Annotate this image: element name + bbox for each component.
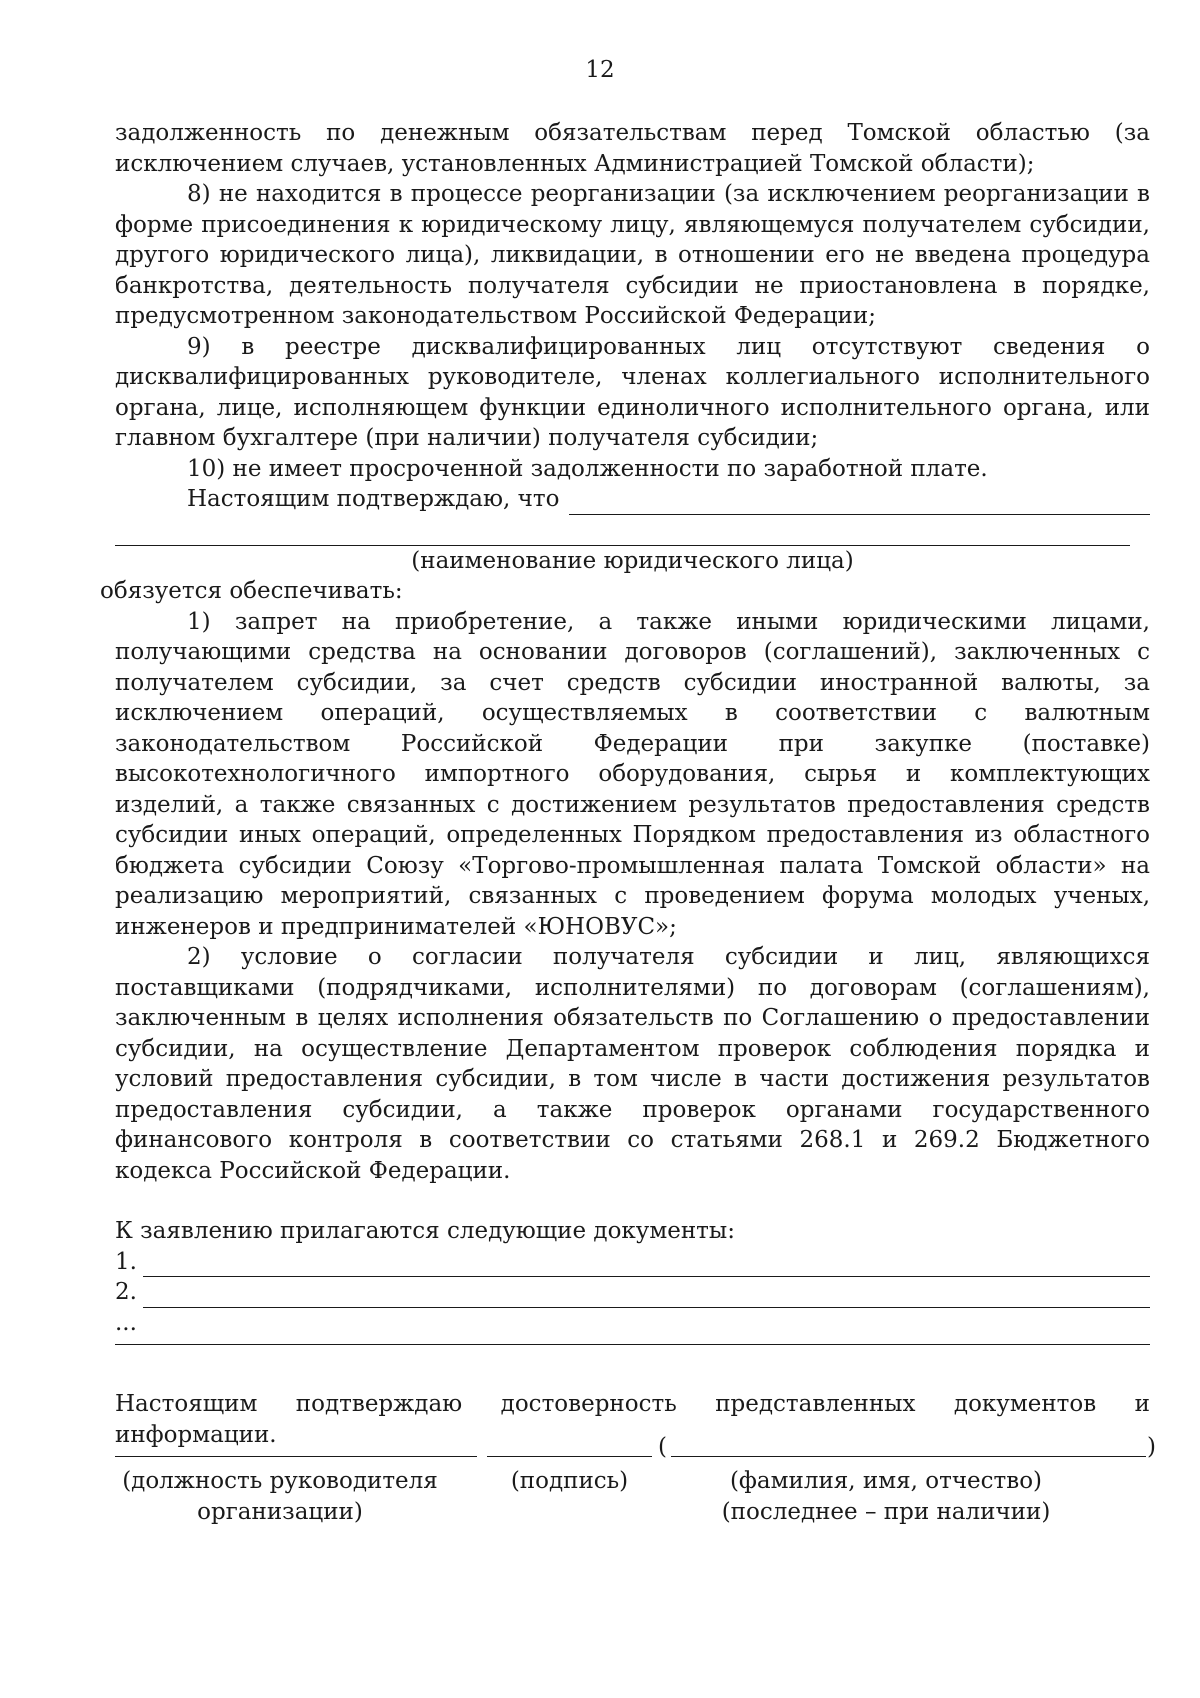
full-name-field[interactable] [671, 1432, 1146, 1457]
obligations-intro: обязуется обеспечивать: [100, 578, 403, 604]
confirm-entity-row [187, 484, 1150, 515]
attachment-row-2 [115, 1277, 1150, 1308]
attachments-ellipsis: ... [115, 1309, 137, 1336]
full-name-caption [671, 1466, 1101, 1527]
signature-caption-text: (подпись) [510, 1468, 629, 1494]
attachment-number: 1. [115, 1248, 137, 1275]
entity-name-caption: (наименование юридического лица) [411, 547, 854, 574]
obligation-item-2: 2) условие о согласии получателя субсидии и лиц, являющихся поставщиками (подрядчиками, исполнителями) по договорам (соглашениям), заключенным в целях исполнения обязательств по Соглашению о предоставлении субсидии, на осуществление Департаментом проверок соблюдения порядка и условий предоставления субсидии, в том числе в части достижения результатов предоставления субсидии, а также проверок органами государственного финансового контроля в соответствии со статьями 268.1 и 269.2 Бюджетного кодекса Российской Федерации. [115, 944, 1150, 1184]
obligation-item-1: 1) запрет на приобретение, а также иными юридическими лицами, получающими средства на основании договоров (соглашений), заключенных с получателем субсидии, за счет средств субсидии иностранной валюты, за исключением операций, осуществляемых в соответствии с валютным законодательством Российской Федерации при закупке (поставке) высокотехнологичного импортного оборудования, сырья и комплектующих изделий, а также связанных с достижением результатов предоставления средств субсидии иных операций, определенных Порядком предоставления из областного бюджета субсидии Союзу «Торгово-промышленная палата Томской области» на реализацию мероприятий, связанных с проведением форума молодых ученых, инженеров и предпринимателей «ЮНОВУС»; [115, 608, 1150, 940]
attachments-intro: К заявлению прилагаются следующие документы: [115, 1218, 735, 1244]
entity-name-field-continued[interactable] [115, 515, 1130, 546]
attachment-field-2[interactable] [143, 1283, 1150, 1308]
attachment-field-1[interactable] [143, 1252, 1150, 1277]
position-caption-line-1: (должность руководителя [122, 1468, 438, 1494]
paragraph-item-10: 10) не имеет просроченной задолженности по заработной плате. [187, 455, 988, 482]
attachment-number: 2. [115, 1279, 137, 1305]
full-name-caption-line-2: (последнее – при наличии) [721, 1498, 1051, 1525]
position-caption [115, 1466, 445, 1527]
paragraph-item-9: 9) в реестре дисквалифицированных лиц отсутствуют сведения о дисквалифицированных руководителе, членах коллегиального исполнительного органа, лице, исполняющем функции единоличного исполнительного органа, или главном бухгалтере (при наличии) получателя субсидии; [115, 333, 1150, 451]
paragraph-item-8: 8) не находится в процессе реорганизации (за исключением реорганизации в форме присоединения к юридическому лицу, являющемуся получателем субсидии, другого юридического лица), ликвидации, в отношении его не введена процедура банкротства, деятельность получателя субсидии не приостановлена в порядке, предусмотренном законодательством Российской Федерации; [115, 181, 1150, 329]
attachment-field-more[interactable] [115, 1338, 1150, 1345]
paragraph-debt-continuation: задолженность по денежным обязательствам перед Томской областью (за исключением случаев, установленных Администрацией Томской области); [115, 120, 1150, 177]
full-name-caption-line-1: (фамилия, имя, отчество) [729, 1468, 1043, 1494]
position-caption-line-2: организации) [197, 1498, 363, 1525]
certification-statement: Настоящим подтверждаю достоверность представленных документов и информации. [115, 1391, 1150, 1448]
signature-caption [487, 1466, 652, 1497]
page-number: 12 [585, 57, 615, 83]
entity-name-field[interactable] [569, 490, 1150, 515]
name-open-paren: ( [658, 1434, 667, 1460]
attachment-row-1 [115, 1247, 1150, 1278]
document-body [100, 118, 1150, 1450]
confirm-prefix: Настоящим подтверждаю, что [187, 486, 560, 512]
signature-block [115, 1432, 1155, 1552]
position-field[interactable] [115, 1432, 477, 1457]
name-close-paren: ) [1147, 1434, 1156, 1460]
signature-field[interactable] [487, 1432, 652, 1457]
